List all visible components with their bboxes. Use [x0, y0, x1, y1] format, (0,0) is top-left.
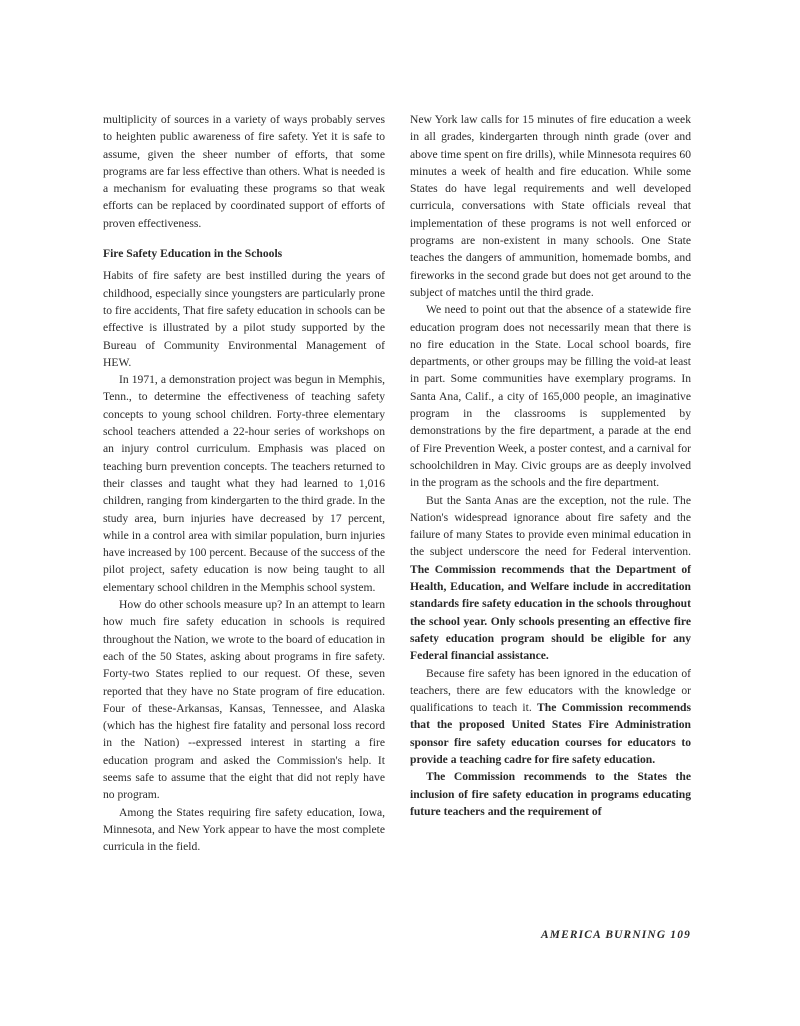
page-footer-running-title: AMERICA BURNING 109	[540, 929, 691, 941]
recommendation-text: The Commission recommends that the Department of Health, Education, and Welfare include in accreditation standards fire safety education in the schools throughout the school year. Only schools presenting an effective fire safety education program should be eligible for any Federal financial assistance.	[410, 562, 691, 663]
paragraph-text: Because fire safety has been ignored in the education of teachers, there are few educators with the knowledge or qualifications to teach it.	[410, 666, 691, 715]
paragraph: How do other schools measure up? In an attempt to learn how much fire safety education in schools is required throughout the Nation, we wrote to the board of education in each of the 50 States, asking about programs in fire safety. Forty-two States replied to our request. Of these, seven reported that they have no State program of fire education. Four of these-Arkansas, Kansas, Tennessee, and Alaska (which has the highest fire fatality and personal loss record in the Nation) --expressed interest in starting a fire education program and asked the Commission's help. It seems safe to assume that the eight that did not reply have no program.	[103, 598, 385, 802]
paragraph-with-recommendation	[410, 665, 691, 769]
right-column	[410, 111, 691, 820]
recommendation-text: The Commission recommends to the States the inclusion of fire safety education in programs educating future teachers and the requirement of	[410, 770, 691, 818]
left-column	[103, 111, 385, 855]
paragraph-recommendation	[410, 768, 691, 820]
section-heading: Fire Safety Education in the Schools	[103, 247, 283, 261]
paragraph-text: But the Santa Anas are the exception, not the rule. The Nation's widespread ignorance about fire safety and the failure of many States to provide even minimal education in the subject underscore the need for Federal intervention.	[410, 493, 691, 559]
paragraph: We need to point out that the absence of a statewide fire education program does not necessarily mean that there is no fire education in the State. Local school boards, fire departments, or other groups may be filling the void-at least in part. Some communities have exemplary programs. In Santa Ana, Calif., a city of 165,000 people, an imaginative program in the classrooms is supplemented by demonstrations by the fire department, a parade at the end of Fire Prevention Week, a poster contest, and a carnival for schoolchildren in May. Civic groups are as deeply involved in the program as the schools and the fire department.	[410, 303, 691, 490]
paragraph: In 1971, a demonstration project was begun in Memphis, Tenn., to determine the effectiveness of teaching safety concepts to young school children. Forty-three elementary school teachers attended a 22-hour series of workshops on an injury control curriculum. Emphasis was placed on teaching burn prevention concepts. The teachers returned to their classes and taught what they had learned to 1,016 children, ranging from kindergarten to the third grade. In the study area, burn injuries have decreased by 17 percent, while in a control area with similar population, burn injuries have increased by 100 percent. Because of the success of the pilot project, safety education is now being taught to all elementary school children in the Memphis school system.	[103, 373, 385, 594]
paragraph-with-recommendation	[410, 492, 691, 665]
paragraph-continuation: multiplicity of sources in a variety of ways probably serves to heighten public awareness of fire safety. Yet it is safe to assume, given the sheer number of efforts, that some programs are far less effective than others. What is needed is a mechanism for evaluating these programs so that weak efforts can be replaced by coordinated support of efforts of proven effectiveness.	[103, 113, 385, 230]
paragraph-continuation: New York law calls for 15 minutes of fire education a week in all grades, kindergarten through ninth grade (over and above time spent on fire drills), while Minnesota requires 60 minutes a week of health and fire education. While some States do have legal requirements and well developed curricula, conversations with State officials reveal that implementation of these programs is not well enforced or programs are non-existent in many schools. One State teaches the dangers of ammunition, homemade bombs, and fireworks in the second grade but does not get around to the subject of matches until the third grade.	[410, 113, 691, 299]
paragraph: Habits of fire safety are best instilled during the years of childhood, especially since youngsters are particularly prone to fire accidents, That fire safety education in schools can be effective is illustrated by a pilot study supported by the Bureau of Community Environmental Management of HEW.	[103, 269, 385, 369]
recommendation-text: The Commission recommends that the proposed United States Fire Administration sponsor fire safety education courses for educators to provide a teaching cadre for fire safety education.	[410, 701, 691, 766]
paragraph: Among the States requiring fire safety education, Iowa, Minnesota, and New York appear to have the most complete curricula in the field.	[103, 805, 385, 854]
